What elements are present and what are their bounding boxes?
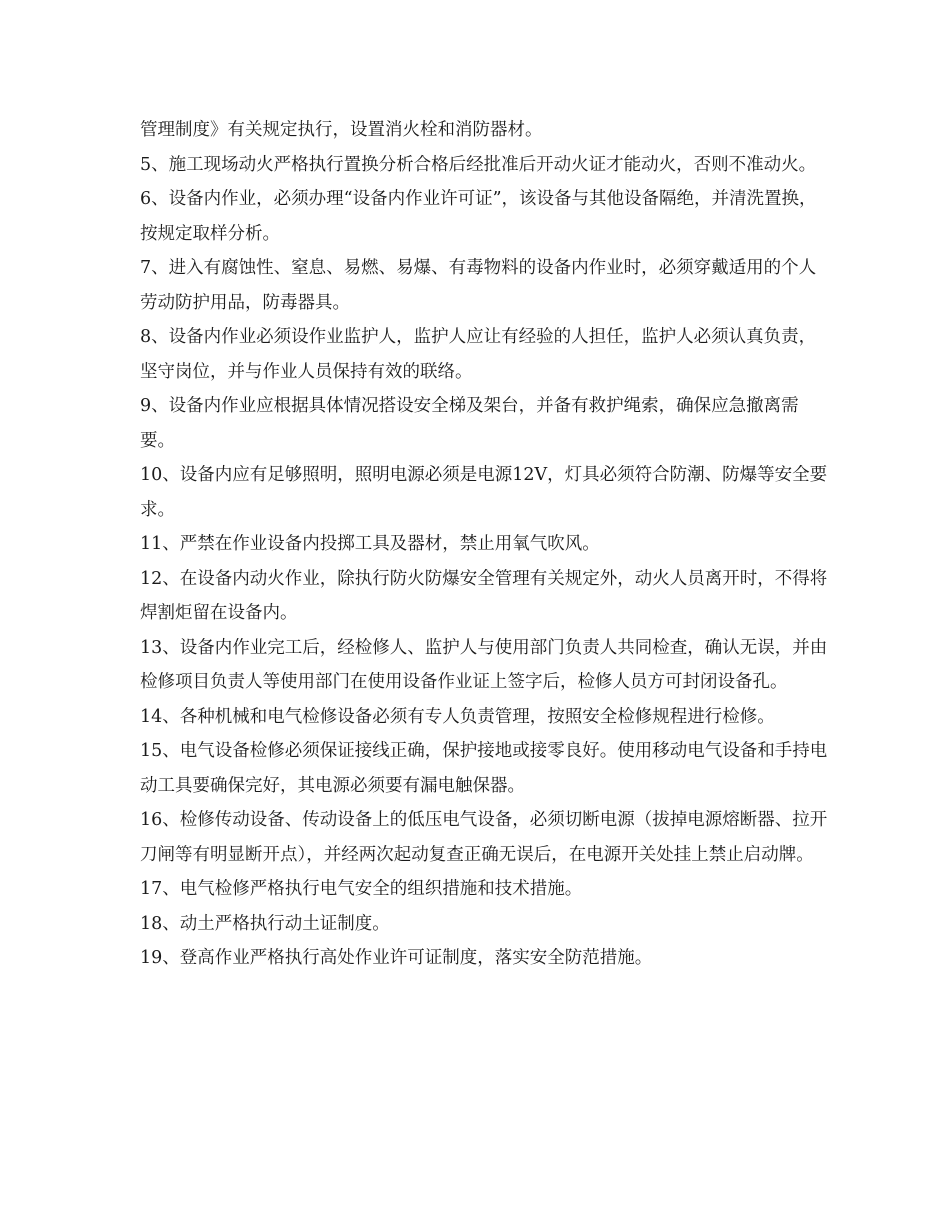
- paragraph-13: 16、检修传动设备、传动设备上的低压电气设备，必须切断电源（拔掉电源熔断器、拉开刀闸等有明显断开点），并经两次起动复查正确无误后，在电源开关处挂上禁止启动牌。: [140, 810, 828, 865]
- paragraph-14: 17、电气检修严格执行电气安全的组织措施和技术措施。: [140, 879, 583, 899]
- paragraph-7: 10、设备内应有足够照明，照明电源必须是电源12V，灯具必须符合防潮、防爆等安全要求。: [140, 465, 828, 520]
- paragraph-5: 8、设备内作业必须设作业监护人，监护人应让有经验的人担任，监护人必须认真负责，坚守岗位，并与作业人员保持有效的联络。: [140, 327, 817, 382]
- paragraph-12: 15、电气设备检修必须保证接线正确，保护接地或接零良好。使用移动电气设备和手持电动工具要确保完好，其电源必须要有漏电触保器。: [140, 741, 828, 796]
- paragraph-6: 9、设备内作业应根据具体情况搭设安全梯及架台，并备有救护绳索，确保应急撤离需要。: [140, 396, 799, 451]
- document-body: [140, 113, 830, 976]
- paragraph-4: 7、进入有腐蚀性、窒息、易燃、易爆、有毒物料的设备内作业时，必须穿戴适用的个人劳动防护用品，防毒器具。: [140, 258, 817, 313]
- paragraph-10: 13、设备内作业完工后，经检修人、监护人与使用部门负责人共同检查，确认无误，并由检修项目负责人等使用部门在使用设备作业证上签字后，检修人员方可封闭设备孔。: [140, 637, 828, 692]
- paragraph-3: 6、设备内作业，必须办理“设备内作业许可证”，该设备与其他设备隔绝，并清洗置换，按规定取样分析。: [140, 189, 817, 244]
- paragraph-8: 11、严禁在作业设备内投掷工具及器材，禁止用氧气吹风。: [140, 534, 600, 554]
- paragraph-9: 12、在设备内动火作业，除执行防火防爆安全管理有关规定外，动火人员离开时，不得将焊割炬留在设备内。: [140, 568, 828, 623]
- paragraph-2: 5、施工现场动火严格执行置换分析合格后经批准后开动火证才能动火，否则不准动火。: [140, 154, 817, 175]
- paragraph-15: 18、动土严格执行动土证制度。: [140, 913, 390, 934]
- paragraph-16: 19、登高作业严格执行高处作业许可证制度，落实安全防范措施。: [140, 948, 653, 968]
- paragraph-1: 管理制度》有关规定执行，设置消火栓和消防器材。: [140, 120, 543, 140]
- paragraph-11: 14、各种机械和电气检修设备必须有专人负责管理，按照安全检修规程进行检修。: [140, 706, 775, 727]
